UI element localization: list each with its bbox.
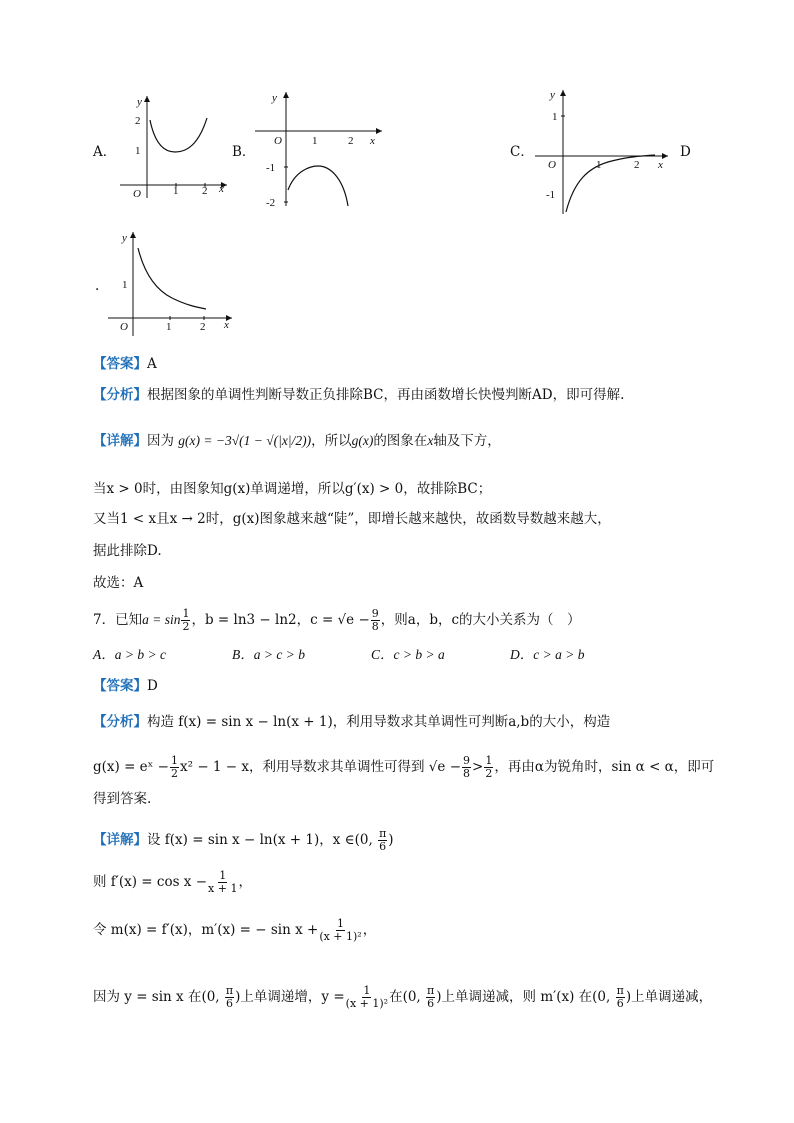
graph-d-xtick-2: 2 <box>200 321 206 333</box>
q7-frac-1-x1sq: $\frac{1}{\text{(x + 1)²}}$ <box>319 917 362 943</box>
q6-analysis-tag: 【分析】 <box>93 387 147 403</box>
option-c-label: C． <box>510 144 534 160</box>
q6-analysis: 根据图象的单调性判断导数正负排除BC，再由函数增长快慢判断AD，即可得解. <box>147 387 625 403</box>
q7-detail-4b: 上单调递增，y = <box>240 989 345 1005</box>
q7-analysis-1: 构造 f(x) = sin x − ln(x + 1)，利用导数求其单调性可判断a,b的大小，构造 <box>147 714 611 730</box>
q7-analysis-2c: > <box>472 759 484 775</box>
q7-analysis-2b: x² − 1 − x，利用导数求其单调性可得到 √e − <box>180 759 462 775</box>
q7-detail-3a: 令 m(x) = f′(x)，m′(x) = − sin x + <box>93 922 319 938</box>
q7-interval-1: (0, $\frac{\pi}{6}$ ) <box>354 827 394 853</box>
graph-c-ytick-neg1: -1 <box>546 189 556 201</box>
graph-c-xtick-1: 1 <box>596 159 602 171</box>
q7-answer-tag: 【答案】 <box>93 678 147 694</box>
q7-analysis-line2 <box>93 755 714 780</box>
q6-gx: g(x) <box>351 433 374 448</box>
graph-a-y-label: y <box>137 96 142 108</box>
graph-b-ytick-1: -1 <box>266 162 276 174</box>
graph-a-ytick-2: 2 <box>135 115 141 127</box>
graph-d-origin: O <box>120 321 128 333</box>
q7-analysis-tag: 【分析】 <box>93 714 147 730</box>
graph-a-x-label: x <box>219 183 224 195</box>
q6-detail-1c: 的图象在 <box>373 433 428 449</box>
q7-detail-tag: 【详解】 <box>93 832 147 848</box>
q6-analysis-line <box>93 386 624 404</box>
graph-d-y-label: y <box>122 232 127 244</box>
graph-d-xtick-1: 1 <box>166 321 172 333</box>
q7-detail-line4 <box>93 985 712 1010</box>
graph-c-curve <box>566 155 655 212</box>
q7-detail-4c: 在 <box>389 989 403 1005</box>
q7-option-b[interactable]: B．a > c > b <box>232 647 305 662</box>
graph-a-xtick-2: 2 <box>202 185 208 197</box>
q7-frac-9-8: $\frac{9}{8}$ <box>371 607 379 633</box>
q6-line5: 故选：A <box>93 575 144 591</box>
q7-an-frac-half: $\frac{1}{2}$ <box>171 754 178 780</box>
graph-a-xtick-1: 1 <box>173 185 179 197</box>
q7-option-c[interactable]: C．c > b > a <box>371 647 445 662</box>
q7-analysis-line3: 得到答案. <box>93 791 152 807</box>
q7-stem-c: ，则a，b，c的大小关系为（ ） <box>380 612 581 628</box>
q7-answer: D <box>147 678 158 694</box>
q6-answer-line <box>93 355 157 373</box>
graph-c-ytick-1: 1 <box>552 111 558 123</box>
q6-line2: 当x > 0时，由图象知g(x)单调递增，所以g′(x) > 0，故排除BC； <box>93 481 492 497</box>
q7-stem-a: 7．已知 <box>93 612 143 628</box>
q7-stem <box>93 608 581 633</box>
q6-detail-1b: ，所以 <box>311 433 352 449</box>
option-d-label-trailing: D <box>680 144 691 160</box>
q6-line3: 又当1 < x且x → 2时，g(x)图象越来越“陡”，即增长越来越快，故函数导数越来越大， <box>93 511 611 527</box>
graph-b-ytick-2: -2 <box>266 197 276 209</box>
q7-answer-line <box>93 677 158 695</box>
graph-d <box>100 226 240 338</box>
q7-detail-4a: 因为 y = sin x 在 <box>93 989 202 1005</box>
q6-g-formula: g(x) = −3√(1 − √(|x|/2)) <box>178 433 312 448</box>
graph-b-curve <box>288 166 348 206</box>
q6-detail-1a: 因为 <box>147 433 174 449</box>
q7-detail-2: 则 f′(x) = cos x − <box>93 874 208 890</box>
q7-analysis-2d: ，再由α为锐角时，sin α < α，即可 <box>494 759 715 775</box>
graph-b-xtick-1: 1 <box>312 135 318 147</box>
graph-b-origin: O <box>274 135 282 147</box>
q7-detail-1: 设 f(x) = sin x − ln(x + 1)，x ∈ <box>147 832 355 848</box>
q7-detail-line1 <box>93 828 394 853</box>
q6-answer: A <box>147 356 157 372</box>
graph-a-ytick-1: 1 <box>135 145 141 157</box>
q7-detail-4d: 上单调递减，则 m′(x) 在 <box>441 989 593 1005</box>
q7-frac-1-x1sq-b: $\frac{1}{\text{(x + 1)²}}$ <box>345 984 389 1010</box>
q7-analysis-2a: g(x) = eˣ − <box>93 759 169 775</box>
q7-frac-half: $\frac{1}{2}$ <box>182 607 190 633</box>
q6-detail-line1 <box>93 432 501 450</box>
option-a-label: A． <box>93 144 117 160</box>
q7-interval-3: (0, $\frac{\pi}{6}$ ) <box>402 984 442 1010</box>
graph-c-y-label: y <box>550 89 555 101</box>
q7-analysis-line1 <box>93 713 610 731</box>
q7-option-d[interactable]: D．c > a > b <box>510 647 585 662</box>
graph-c-xtick-2: 2 <box>634 159 640 171</box>
q7-detail-line3: 令 m(x) = f′(x)，m′(x) = − sin x + $\frac{1}{\text{(x + 1)²}}$ ， <box>93 917 377 943</box>
q7-interval-4: (0, $\frac{\pi}{6}$ ) <box>592 984 632 1010</box>
graph-b-y-label: y <box>272 92 277 104</box>
graph-c-origin: O <box>548 159 556 171</box>
q6-line4: 据此排除D. <box>93 543 162 559</box>
graph-b <box>250 86 390 210</box>
q6-detail-1d: 轴及下方， <box>433 433 501 449</box>
q6-answer-tag: 【答案】 <box>93 356 147 372</box>
graph-a-origin: O <box>133 188 141 200</box>
q6-x: x <box>427 433 434 448</box>
option-d-label: . <box>95 278 100 294</box>
graph-a <box>115 90 235 202</box>
q6-detail-tag: 【详解】 <box>93 433 147 449</box>
q7-stem-b: ，b = ln3 − ln2，c = √e − <box>191 612 370 628</box>
graph-c <box>530 86 675 216</box>
q7-detail-line2: 则 f′(x) = cos x − $\frac{1}{x + 1}$ ， <box>93 869 252 895</box>
graph-d-ytick-1: 1 <box>122 279 128 291</box>
q7-an-frac-half2: $\frac{1}{2}$ <box>485 754 493 780</box>
graph-d-curve <box>138 248 206 309</box>
q7-option-a[interactable]: A．a > b > c <box>93 647 166 662</box>
q7-detail-4e: 上单调递减， <box>631 989 713 1005</box>
q7-interval-2: (0, $\frac{\pi}{6}$ ) <box>201 984 241 1010</box>
graph-d-x-label: x <box>224 319 229 331</box>
graph-c-x-label: x <box>658 159 663 171</box>
q7-an-frac-9-8: $\frac{9}{8}$ <box>463 754 471 780</box>
graph-b-xtick-2: 2 <box>348 135 354 147</box>
graph-a-curve <box>150 118 207 152</box>
q7-frac-1-x1: $\frac{1}{x + 1}$ <box>208 869 238 895</box>
graph-b-x-label: x <box>370 135 375 147</box>
q7-a-def: a = sin <box>142 612 181 627</box>
option-b-label: B． <box>232 144 256 160</box>
